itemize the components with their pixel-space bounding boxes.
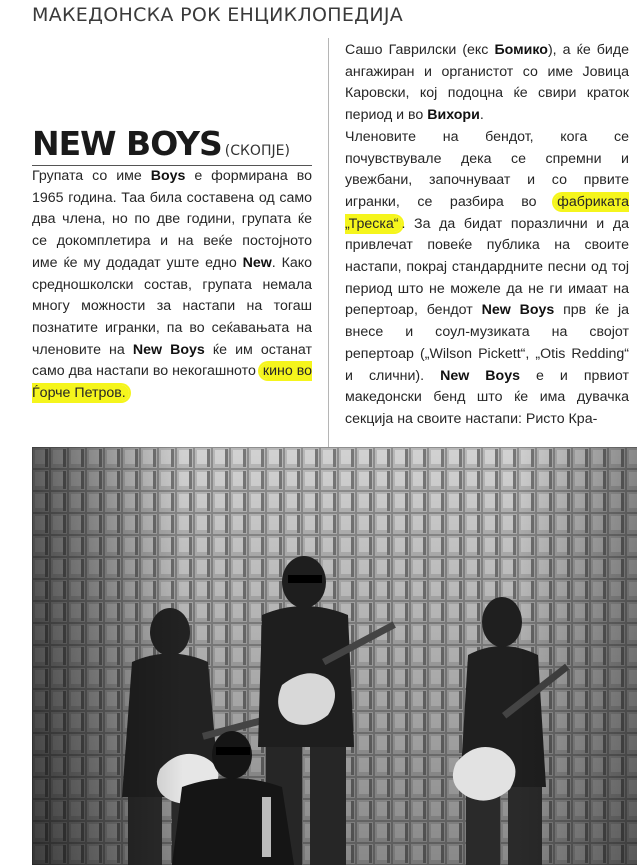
article-title-main: NEW BOYS bbox=[32, 124, 222, 163]
text-run: Групата со име bbox=[32, 168, 151, 184]
text-run: . bbox=[479, 107, 484, 124]
right-paragraph-1 bbox=[345, 40, 629, 127]
bold-run: New Boys bbox=[440, 367, 520, 384]
right-column bbox=[345, 40, 629, 431]
highlighted-text: фабриката „Треска“ bbox=[345, 193, 629, 232]
text-run: ќе им останат само два настапи во некогашното bbox=[32, 341, 312, 380]
bold-run: New Boys bbox=[132, 341, 205, 358]
right-paragraph-2 bbox=[345, 127, 629, 431]
left-column bbox=[32, 40, 312, 405]
bold-run: Boys bbox=[150, 168, 186, 184]
running-header: МАКЕДОНСКА РОК ЕНЦИКЛОПЕДИЈА bbox=[32, 4, 404, 26]
bold-run: New bbox=[242, 254, 272, 271]
text-run: Членовите на бендот, кога се почувствувале дека се спремни и увежбани, започнуваат и со првите игранки, се разбира во bbox=[345, 128, 629, 210]
article-title-location: (СКОПЈЕ) bbox=[224, 143, 290, 159]
text-run: ), а ќе биде ангажиран и органистот со име Јовица Каровски, кој подоцна ќе свири краток период и во bbox=[345, 42, 629, 124]
left-paragraph bbox=[32, 166, 312, 405]
text-run: . За да бидат поразлични и да привлечат повеќе публика на своите настапи, покрај стандардните песни од тој период што не можеле да не ги имаат на репертоар, бендот bbox=[345, 215, 629, 319]
text-run: е и првиот македонски бенд што ќе има дувачка секција на своите настапи: Ристо Кра- bbox=[345, 367, 629, 427]
highlighted-text: кино во Ѓорче Петров. bbox=[32, 363, 312, 402]
article-title bbox=[32, 124, 312, 166]
bold-run: Вихори bbox=[427, 107, 480, 124]
band-photo bbox=[32, 447, 637, 865]
text-run: е формирана во 1965 година. Таа била составена од само два члена, но по две години, групата ќе се докомплетира и на веќе постојното име ќе му додадат уште едно bbox=[32, 168, 312, 271]
column-divider bbox=[328, 38, 329, 458]
bold-run: New Boys bbox=[481, 302, 555, 319]
text-run: Сашо Гаврилски (екс bbox=[345, 42, 495, 58]
text-run: прв ќе ја внесе и соул-музиката на својот репертоар („Wilson Pickett“, „Otis Redding“ и слични). bbox=[345, 302, 629, 384]
bold-run: Бомико bbox=[494, 42, 548, 58]
band-photo-illustration bbox=[32, 447, 637, 865]
text-run: . Како средношколски состав, групата немала многу можности за настапи на тогаш познатите игранки, па во сеќавањата на членовите на bbox=[32, 254, 312, 358]
